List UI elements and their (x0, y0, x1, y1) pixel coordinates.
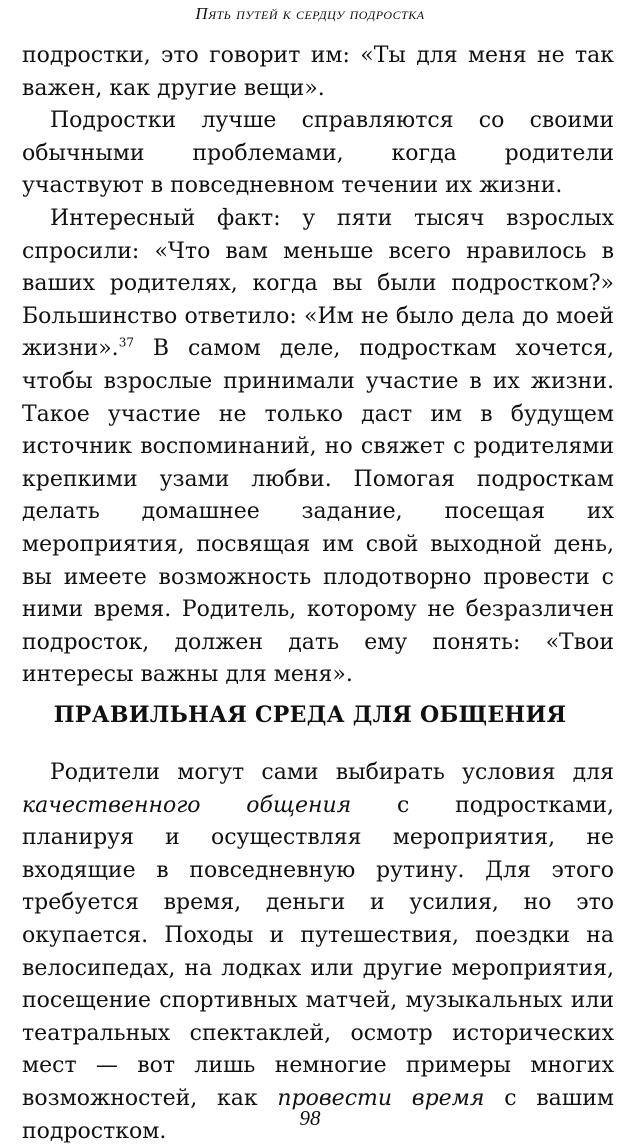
paragraph: Подростки лучше справляются со своими обычными проблемами, когда родители участвуют в повседневном течении их жизни. (22, 108, 614, 199)
section-body (22, 757, 614, 1148)
paragraph-with-footnote (22, 203, 614, 692)
emphasis-quality-time: качественного общения (22, 792, 352, 818)
section-text-part: Родители могут сами выбирать условия для (50, 760, 614, 785)
page-number: 98 (299, 1106, 321, 1130)
section-text-part: с вашим подростком. (22, 1085, 615, 1144)
footnote-reference: 37 (118, 336, 134, 351)
emphasis-spend-time: провести время (277, 1085, 485, 1111)
paragraph-continuation: подростки, это говорит им: «Ты для меня не так важен, как другие вещи». (22, 43, 614, 101)
section-text-part: с подростками, планируя и осуществляя мероприятия, не входящие в повседневную рутину. Для этого требуется время, деньги и усилия, но это окупается. Походы и путешествия, поездки на велосипедах, на лодках или другие мероприятия, посещение спортивных матчей, музыкальных или театральных спектаклей, осмотр исторических мест — вот лишь немногие примеры многих возможностей, как (22, 792, 615, 1111)
running-header: Пять путей к сердцу подростка (195, 4, 425, 23)
section-paragraph (22, 757, 614, 1148)
body-text (22, 40, 614, 692)
paragraph-text-before-note: Интересный факт: у пяти тысяч взрослых спросили: «Что вам меньше всего нравилось в ваших родителях, когда вы были подростком?» Большинство ответило: «Им не было дела до моей жизни». (22, 205, 614, 362)
paragraph-text-after-note: В самом деле, подросткам хочется, чтобы взрослые принимали участие в их жизни. Такое участие не только даст им в будущем источник воспоминаний, но свяжет с родителями крепкими узами любви. Помогая подросткам делать домашнее задание, посещая их мероприятия, посвящая им свой выходной день, вы имеете возможность плодотворно провести с ними время. Родитель, которому не безразличен подросток, должен дать ему понять: «Твои интересы важны для меня». (22, 336, 614, 688)
section-heading: ПРАВИЛЬНАЯ СРЕДА ДЛЯ ОБЩЕНИЯ (53, 702, 567, 728)
